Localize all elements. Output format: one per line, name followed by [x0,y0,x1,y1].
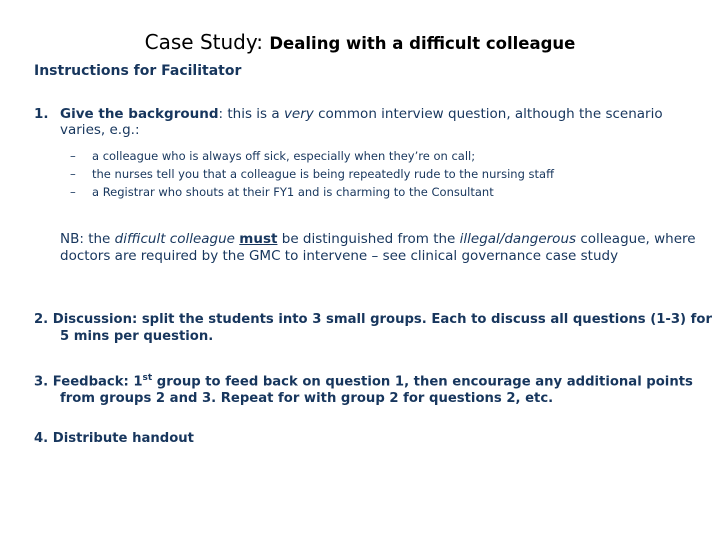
title-main: Case Study: [144,30,263,54]
nb-emphasis-illegal: illegal/dangerous [459,231,577,247]
item-1-label: Give the background [60,106,219,122]
item-2-line-2: 5 mins per question. [60,329,214,344]
title-subtitle: Dealing with a difficult colleague [269,34,576,53]
list-item [70,165,710,183]
section-heading: Instructions for Facilitator [34,63,242,79]
nb-prefix: NB: the [60,231,115,247]
scenario-text: a colleague who is always off sick, especially when they’re on call; [92,149,476,163]
item-3-prefix: 3. Feedback: 1 [34,374,143,390]
bullet-marker: – [70,185,76,199]
item-1-emphasis: very [283,106,314,122]
list-item [70,183,710,201]
bullet-marker: – [70,167,76,181]
scenario-text: the nurses tell you that a colleague is being repeatedly rude to the nursing staff [92,167,555,181]
nb-mid: be distinguished from the [277,231,460,247]
instruction-item-3 [34,370,714,407]
scenario-list [70,147,710,201]
nb-must: must [239,231,278,247]
scenario-text: a Registrar who shouts at their FY1 and is charming to the Consultant [92,185,494,199]
nb-suffix: colleague, where doctors are required by the GMC to intervene – see clinical governance case study [60,231,696,264]
bullet-marker: – [70,149,76,163]
item-1-text-b: common interview question, although the scenario [313,106,663,122]
nb-note [60,231,710,265]
item-3-superscript: st [142,373,153,383]
item-2-line-1: 2. Discussion: split the students into 3 small groups. Each to discuss all questions (1-3) for [34,312,712,327]
instruction-item-1 [34,106,704,138]
instruction-item-2 [34,311,714,345]
page-title [0,30,720,54]
item-1-continuation: varies, e.g.: [60,122,140,138]
list-item [70,147,710,165]
item-1-number: 1. [34,106,49,122]
instruction-item-4: 4. Distribute handout [34,431,194,446]
item-3-line-2: from groups 2 and 3. Repeat for with group 2 for questions 2, etc. [60,391,554,407]
nb-emphasis-difficult: difficult colleague [114,231,235,247]
item-1-text-a: : this is a [218,106,284,122]
item-3-rest: group to feed back on question 1, then encourage any additional points [152,374,693,390]
